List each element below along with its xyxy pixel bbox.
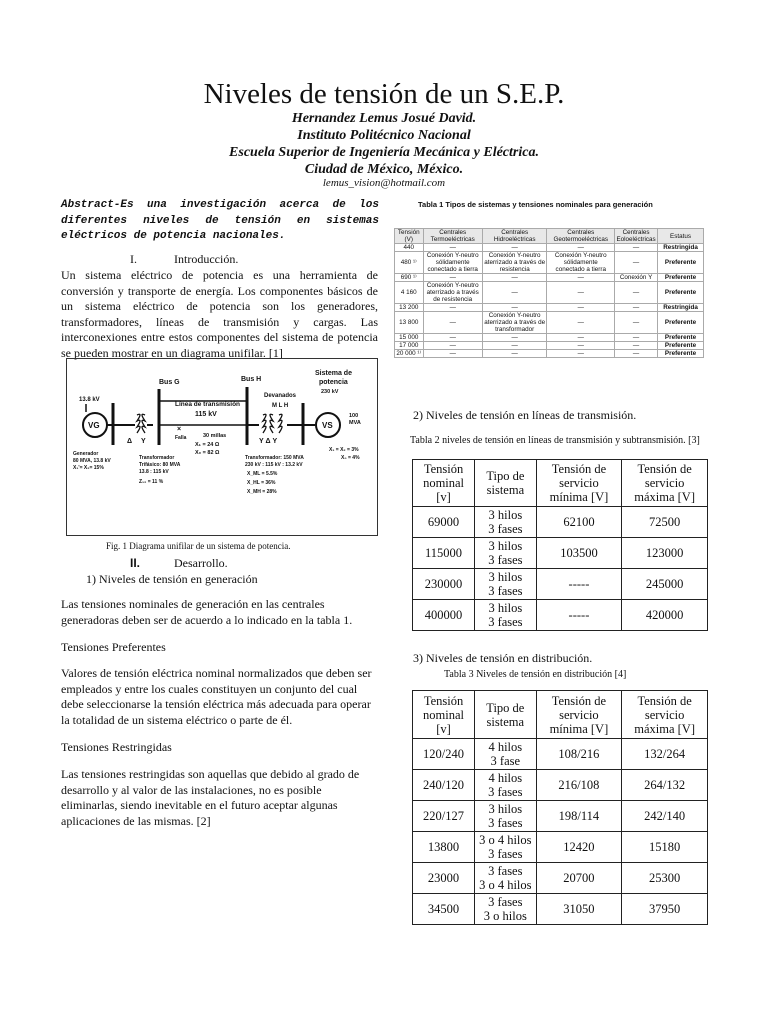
restricted-paragraph: Las tensiones restringidas son aquellas que debido al grado de desarrollo y al valor de las instalaciones, no es posible eliminarlas, siendo inevitable en el futuro aceptar algunas aplicaciones de las mismas. [2]	[61, 767, 360, 828]
table-2-system-line: 3 fases	[488, 584, 523, 598]
system-mva-1: 100	[349, 413, 359, 419]
table-1-cell: Conexión Y-neutro aterrizado a través de resistencia	[423, 282, 482, 304]
table-1-cell: —	[547, 244, 615, 252]
table-1-cell: —	[547, 282, 615, 304]
table-1-cell: —	[482, 350, 546, 358]
svg-text:Δ: Δ	[127, 438, 133, 445]
vs-label: VS	[322, 421, 333, 430]
table-1-cell: —	[423, 342, 482, 350]
bus-h-label: Bus H	[241, 376, 262, 383]
table-3-cell: 23000	[413, 863, 475, 894]
table-3-system-line: 3 o 4 hilos	[479, 833, 532, 847]
table-1-cell: —	[423, 350, 482, 358]
table-3-cell: 108/216	[536, 739, 622, 770]
table-3-system-line: 3 fases	[488, 785, 523, 799]
table-3-system-line: 3 fase	[490, 754, 521, 768]
table-3-system-line: 3 hilos	[488, 802, 523, 816]
table-3-header-row	[413, 691, 708, 739]
table-1-cell: —	[482, 274, 546, 282]
table-3-cell: 13800	[413, 832, 475, 863]
table-3-cell: 264/132	[622, 770, 708, 801]
table-1-cell: —	[423, 334, 482, 342]
table-1-row	[395, 304, 704, 312]
table-1-cell: —	[482, 244, 546, 252]
table-2-cell: 69000	[413, 507, 475, 538]
table-1-cell: Restringida	[658, 244, 704, 252]
table-1-cell: 690 ¹⁾	[395, 274, 424, 282]
line-kv-label: 115 kV	[195, 411, 217, 418]
svg-text:×: ×	[177, 426, 182, 433]
section-2-number: II.	[130, 556, 141, 570]
t1-note-1: Transformador	[139, 455, 175, 461]
table-1-cell: —	[423, 312, 482, 334]
table-1-cell: —	[423, 304, 482, 312]
table-2-header-row	[413, 460, 708, 507]
table-2-cell: 420000	[622, 600, 708, 631]
table-3-system-line: 3 fases	[488, 895, 523, 909]
school: Escuela Superior de Ingeniería Mecánica y Eléctrica.	[229, 145, 539, 160]
table-1-cell: Restringida	[658, 304, 704, 312]
table-3-cell: 25300	[622, 863, 708, 894]
table-3-cell: 34500	[413, 894, 475, 925]
table-3-system-line: 4 hilos	[488, 740, 523, 754]
table-1-cell: —	[615, 350, 658, 358]
table-2-system-line: 3 fases	[488, 615, 523, 629]
table-2-cell: -----	[536, 569, 622, 600]
table-1-caption: Tabla 1 Tipos de sistemas y tensiones nominales para generación	[418, 200, 653, 209]
gen-note-3: X₁'= X₂= 15%	[73, 465, 104, 471]
table-1-cell: Preferente	[658, 282, 704, 304]
section-1-number: I.	[130, 252, 137, 266]
table-3-system-line: 3 fases	[488, 816, 523, 830]
paper-title: Niveles de tensión de un S.E.P.	[203, 78, 565, 110]
table-1-cell: —	[547, 312, 615, 334]
gen-note-2: 80 MVA, 13.8 kV	[73, 458, 111, 464]
miles-label: 30 millas	[203, 433, 227, 439]
t2-note-3: X_ML = 5.5%	[247, 471, 278, 477]
table-3-cell: 240/120	[413, 770, 475, 801]
table-1-row	[395, 252, 704, 274]
table-3-row	[413, 894, 708, 925]
table-3-system-line: 3 o hilos	[483, 909, 527, 923]
city: Ciudad de México, México.	[304, 162, 464, 177]
sys-note-2: X₀ = 4%	[341, 455, 360, 461]
table-3-row	[413, 863, 708, 894]
table-1-cell: Preferente	[658, 350, 704, 358]
fault-label: Falla	[175, 435, 187, 441]
table-1-row	[395, 282, 704, 304]
intro-paragraph: Un sistema eléctrico de potencia es una herramienta de conversión y transporte de energía. Los componentes básicos de un sistema eléctrico de potencia son los generadores, transformadores, líneas de transmisión y cargas. Las interconexiones entre estos componentes del sistema de potencia se pueden mostrar en un diagrama unifilar. [1]	[61, 268, 378, 360]
table-1-cell: —	[547, 304, 615, 312]
table-3-cell: 120/240	[413, 739, 475, 770]
figure-caption: Fig. 1 Diagrama unifilar de un sistema de potencia.	[106, 541, 291, 551]
x0-label: X₀ = 82 Ω	[195, 450, 220, 456]
table-1-header: Tensión (V)	[395, 229, 424, 244]
table-1-header-row	[395, 229, 704, 244]
table-1-cell: —	[615, 244, 658, 252]
table-1-cell: 440	[395, 244, 424, 252]
table-3-system-cell	[475, 863, 537, 894]
t2-note-4: X_HL = 36%	[247, 480, 276, 486]
generation-paragraph: Las tensiones nominales de generación en las centrales generadoras deben ser de acuerdo a lo indicado en la tabla 1.	[61, 597, 353, 627]
table-3-cell: 31050	[536, 894, 622, 925]
svg-text:Y: Y	[141, 438, 146, 445]
table-3-system-line: 3 fases	[488, 847, 523, 861]
subsection-generation: 1) Niveles de tensión en generación	[86, 572, 258, 586]
table-3-cell: 132/264	[622, 739, 708, 770]
gen-note-1: Generador	[73, 451, 99, 457]
table-2-row	[413, 507, 708, 538]
windings-label: Devanados	[264, 393, 297, 399]
table-1-cell: —	[423, 274, 482, 282]
table-1-cell: —	[615, 312, 658, 334]
table-1-header: Centrales Eoloeléctricas	[616, 229, 656, 243]
table-2-cell: 62100	[536, 507, 622, 538]
table-2-row	[413, 600, 708, 631]
abstract: Abstract-Es una investigación acerca de los diferentes niveles de tensión en sistemas eléctricos de potencia nacionales.	[61, 199, 379, 242]
table-1-cell: —	[423, 244, 482, 252]
table-1-cell: —	[482, 282, 546, 304]
table-1-header: Estatus	[658, 229, 704, 244]
table-1-row	[395, 342, 704, 350]
potencia-label: potencia	[319, 379, 348, 386]
one-line-diagram	[66, 358, 378, 536]
table-1-header: Centrales Termoeléctricas	[423, 229, 482, 244]
t2-note-1: Transformador: 150 MVA	[245, 455, 304, 461]
table-3-system-line: 4 hilos	[488, 771, 523, 785]
table-2-system-line: 3 fases	[488, 522, 523, 536]
table-3-cell: 15180	[622, 832, 708, 863]
restricted-heading: Tensiones Restringidas	[61, 740, 172, 754]
table-1-cell: Conexión Y-neutro aterrizado a través de transformador	[484, 312, 546, 333]
table-1-cell: Conexión Y-neutro sólidamente conectado a tierra	[423, 252, 482, 274]
table-2-cell: 400000	[413, 600, 475, 631]
table-2-cell: 72500	[622, 507, 708, 538]
table-2-header: Tensión de servicio mínima [V]	[536, 460, 622, 507]
t1-note-3: 13.8 : 115 kV	[139, 469, 169, 475]
table-2-system-line: 3 fases	[488, 553, 523, 567]
table-1-cell: —	[547, 274, 615, 282]
table-1-cell: 13 800	[395, 312, 424, 334]
table-2-caption: Tabla 2 niveles de tensión en líneas de transmisión y subtransmisión. [3]	[410, 435, 700, 446]
t1-note-2: Trifásico: 80 MVA	[139, 462, 181, 468]
table-2-cell: -----	[536, 600, 622, 631]
table-3-cell: 220/127	[413, 801, 475, 832]
table-3-row	[413, 770, 708, 801]
subsection-distribution: 3) Niveles de tensión en distribución.	[413, 651, 593, 665]
table-1-cell: Preferente	[658, 312, 704, 334]
t2-note-5: X_MH = 28%	[247, 489, 277, 495]
table-1-cell: —	[547, 350, 615, 358]
table-2-system-cell	[475, 507, 537, 538]
table-1-cell: Preferente	[658, 342, 704, 350]
table-2-header: Tipo de sistema	[475, 460, 537, 507]
table-2-cell: 230000	[413, 569, 475, 600]
table-1-cell: —	[482, 304, 546, 312]
table-2-row	[413, 538, 708, 569]
bus-g-label: Bus G	[159, 379, 180, 386]
section-1-title: Introducción.	[174, 252, 239, 266]
system-kv-label: 230 kV	[321, 389, 339, 395]
table-1-cell: Conexión Y-neutro sólidamente conectado a tierra	[547, 252, 615, 274]
table-3	[412, 690, 708, 925]
table-3-cell: 242/140	[622, 801, 708, 832]
table-1-header: Centrales Hidroeléctricas	[482, 229, 546, 244]
table-1-cell: 20 000 ¹⁾	[396, 350, 422, 357]
table-1-cell: 4 160	[395, 282, 424, 304]
author-email: lemus_vision@hotmail.com	[322, 177, 446, 189]
table-2-cell: 123000	[622, 538, 708, 569]
table-1-cell: Conexión Y-neutro aterrizado a través de resistencia	[484, 252, 546, 273]
table-3-row	[413, 801, 708, 832]
table-3-system-cell	[475, 739, 537, 770]
sys-note-1: X₁ = X₂ = 3%	[329, 447, 359, 453]
table-2	[412, 459, 708, 631]
table-3-row	[413, 739, 708, 770]
table-1-cell: —	[615, 342, 658, 350]
table-3-cell: 12420	[536, 832, 622, 863]
institution: Instituto Politécnico Nacional	[297, 128, 471, 143]
table-3-header: Tensión de servicio máxima [V]	[622, 691, 708, 739]
system-label: Sistema de	[315, 370, 352, 377]
table-2-system-line: 3 hilos	[488, 539, 523, 553]
table-3-system-cell	[475, 801, 537, 832]
table-2-row	[413, 569, 708, 600]
table-1-cell: —	[615, 252, 658, 274]
table-3-header: Tensión de servicio mínima [V]	[536, 691, 622, 739]
table-1-cell: 15 000	[395, 334, 424, 342]
table-2-header: Tensión de servicio máxima [V]	[622, 460, 708, 507]
section-2-title: Desarrollo.	[174, 556, 228, 570]
table-1-row	[395, 334, 704, 342]
table-1-row	[395, 350, 704, 358]
x1-label: X₁ = 24 Ω	[195, 442, 220, 448]
table-1-cell: —	[615, 334, 658, 342]
gen-kv-label: 13.8 kV	[79, 397, 100, 403]
table-1-cell: 17 000	[395, 342, 424, 350]
table-3-row	[413, 832, 708, 863]
table-1-cell: Preferente	[658, 274, 704, 282]
t1-note-4: Z₁₂ = 11 %	[139, 479, 164, 485]
mlh-label: M L H	[272, 403, 289, 409]
vg-label: VG	[88, 421, 100, 430]
table-1-cell: Conexión Y	[615, 274, 658, 282]
table-2-system-cell	[475, 538, 537, 569]
table-1-cell: Preferente	[658, 334, 704, 342]
line-label: Línea de transmisión	[175, 401, 241, 408]
table-2-system-line: 3 hilos	[488, 508, 523, 522]
table-3-cell: 37950	[622, 894, 708, 925]
table-1-cell: Preferente	[658, 252, 704, 274]
table-3-caption: Tabla 3 Niveles de tensión en distribución [4]	[444, 669, 627, 680]
table-2-system-cell	[475, 600, 537, 631]
table-3-system-cell	[475, 894, 537, 925]
preferred-paragraph: Valores de tensión eléctrica nominal normalizados que deben ser empleados y entre los cuales constituyen un conjunto del cual debe seleccionarse la tensión eléctrica más adecuada para operar la totalidad de un sistema eléctrico o parte de él.	[61, 666, 372, 727]
table-3-system-cell	[475, 832, 537, 863]
table-2-system-line: 3 hilos	[488, 601, 523, 615]
table-2-cell: 103500	[536, 538, 622, 569]
table-3-cell: 198/114	[536, 801, 622, 832]
table-2-system-line: 3 hilos	[488, 570, 523, 584]
preferred-heading: Tensiones Preferentes	[61, 640, 166, 654]
table-3-header: Tipo de sistema	[475, 691, 537, 739]
subsection-transmission: 2) Niveles de tensión en líneas de transmisión.	[413, 408, 637, 422]
table-3-cell: 20700	[536, 863, 622, 894]
table-2-system-cell	[475, 569, 537, 600]
table-1-cell: —	[615, 304, 658, 312]
table-1-cell: —	[615, 282, 658, 304]
table-3-system-cell	[475, 770, 537, 801]
system-mva-2: MVA	[349, 420, 361, 426]
table-1-row	[395, 312, 704, 334]
table-1-cell: —	[547, 334, 615, 342]
table-1-cell: —	[482, 342, 546, 350]
table-3-system-line: 3 o 4 hilos	[479, 878, 532, 892]
table-3-system-line: 3 fases	[488, 864, 523, 878]
table-1	[394, 228, 704, 358]
svg-text:Y Δ Y: Y Δ Y	[259, 438, 278, 445]
table-2-header: Tensión nominal [v]	[413, 460, 475, 507]
table-1-cell: —	[482, 334, 546, 342]
table-2-cell: 245000	[622, 569, 708, 600]
table-3-header: Tensión nominal [v]	[413, 691, 475, 739]
author-name: Hernandez Lemus Josué David.	[291, 111, 477, 126]
table-1-header: Centrales Geotermoeléctricas	[547, 229, 615, 244]
table-3-cell: 216/108	[536, 770, 622, 801]
table-2-cell: 115000	[413, 538, 475, 569]
t2-note-2: 230 kV : 115 kV : 13.2 kV	[245, 462, 303, 468]
table-1-cell: —	[547, 342, 615, 350]
table-1-row	[395, 274, 704, 282]
table-1-cell: 480 ¹⁾	[395, 252, 424, 274]
table-1-row	[395, 244, 704, 252]
table-1-cell: 13 200	[395, 304, 424, 312]
